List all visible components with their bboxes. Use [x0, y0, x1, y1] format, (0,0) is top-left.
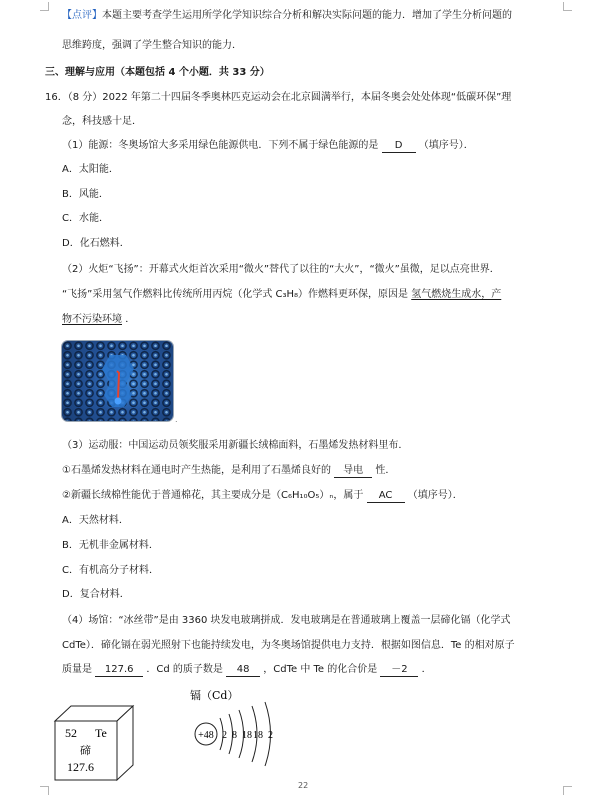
- part3-option-b: B．无机非金属材料．: [62, 540, 159, 551]
- te-valence-answer: －2: [380, 664, 418, 677]
- te-atomic-mass: 127.6: [67, 760, 94, 774]
- shell-count-5: 2: [268, 730, 273, 741]
- part1-option-c: C．水能．: [62, 213, 109, 224]
- q16-part4-line1: （4）场馆：“冰丝带”是由 3360 块发电玻璃拼成．发电玻璃是在普通玻璃上覆盖一层碲化镉（化学式: [62, 615, 511, 626]
- cd-nucleus-charge: +48: [198, 730, 214, 741]
- part2-answer-2: 物不污染环境: [62, 314, 122, 325]
- part1-prefix: （1）能源：冬奥场馆大多采用绿色能源供电．下列不属于绿色能源的是: [62, 140, 379, 151]
- q16-part3-intro: （3）运动服：中国运动员领奖服采用新疆长绒棉面料，石墨烯发热材料里布．: [62, 440, 409, 451]
- part1-answer: D: [382, 140, 416, 153]
- q16-part2-line3: [62, 314, 135, 326]
- part3-sub1-answer: 导电: [334, 465, 372, 478]
- comment-line-2: 思维跨度，强调了学生整合知识的能力．: [62, 40, 242, 51]
- q16-part2-line1: （2）火炬“飞扬”：开幕式火炬首次采用“微火”替代了以往的“大火”，“微火”虽微，足以点亮世界．: [62, 264, 500, 275]
- q16-part2-line2: [62, 289, 501, 301]
- graphene-microscope-image: [62, 341, 173, 421]
- te-name: 碲: [80, 744, 91, 757]
- part3-sub1-prefix: ①石墨烯发热材料在通电时产生热能，是利用了石墨烯良好的: [62, 465, 331, 476]
- image-anchor-mark: .: [175, 415, 178, 424]
- part4-prefix: 质量是: [62, 664, 92, 675]
- part3-sub2-answer: AC: [367, 490, 405, 503]
- comment-text-1: 本题主要考查学生运用所学化学知识综合分析和解决实际问题的能力．增加了学生分析问题的: [102, 10, 512, 21]
- part3-sub2-prefix: ②新疆长绒棉性能优于普通棉花，其主要成分是（C₆H₁₀O₅）ₙ，属于: [62, 490, 364, 501]
- part4-mid2: ，CdTe 中 Te 的化合价是: [263, 664, 378, 675]
- corner-mark-top-right: [563, 2, 572, 11]
- te-symbol: Te: [95, 726, 107, 740]
- shell-count-1: 2: [222, 730, 227, 741]
- q16-part4-line3: [62, 664, 432, 677]
- te-element-cube: [53, 703, 135, 783]
- q16-part3-sub2: [62, 490, 463, 503]
- part3-option-d: D．复合材料．: [62, 589, 130, 600]
- q16-header: 16．（8 分）2022 年第二十四届冬季奥林匹克运动会在北京圆满举行，本届冬奥会处处体现“低碳环保”理: [45, 92, 512, 103]
- section-title: 三、理解与应用（本题包括 4 个小题．共 33 分）: [45, 67, 270, 78]
- part1-option-d: D．化石燃料．: [62, 238, 130, 249]
- part3-sub1-suffix: 性．: [375, 465, 396, 476]
- part3-option-c: C．有机高分子材料．: [62, 565, 159, 576]
- q16-header-cont: 念，科技感十足．: [62, 116, 142, 127]
- q16-part1-question: [62, 140, 474, 153]
- part1-suffix: （填序号）．: [418, 140, 474, 151]
- part4-mid1: ．Cd 的质子数是: [146, 664, 223, 675]
- cd-atomic-structure: [186, 685, 298, 777]
- cd-proton-answer: 48: [226, 664, 260, 677]
- corner-mark-top-left: [40, 2, 49, 11]
- comment-tag: 【点评】: [62, 10, 102, 21]
- comment-line-1: [62, 10, 512, 22]
- q16-part4-line2: CdTe）．碲化镉在弱光照射下也能持续发电，为冬奥场馆提供电力支持．根据如图信息．Te 的相对原子: [62, 640, 515, 651]
- cd-label: 镉（Cd）: [190, 689, 239, 702]
- part3-option-a: A．天然材料．: [62, 515, 129, 526]
- part2-prefix: “飞扬”采用氢气作燃料比传统所用丙烷（化学式 C₃H₈）作燃料更环保，原因是: [62, 289, 409, 300]
- part2-suffix: ．: [125, 314, 136, 325]
- q16-part3-sub1: [62, 465, 395, 478]
- part2-answer-1: 氢气燃烧生成水，产: [411, 289, 502, 300]
- shell-count-3: 18: [242, 730, 252, 741]
- part1-option-b: B．风能．: [62, 189, 109, 200]
- shell-count-4: 18: [253, 730, 263, 741]
- te-atomic-number: 52: [65, 726, 77, 740]
- page-number: 22: [298, 781, 309, 790]
- shell-count-2: 8: [232, 730, 237, 741]
- part4-suffix: ．: [421, 664, 432, 675]
- te-mass-answer: 127.6: [95, 664, 143, 677]
- corner-mark-bottom-right: [563, 786, 572, 795]
- part3-sub2-suffix: （填序号）．: [407, 490, 463, 501]
- part1-option-a: A．太阳能．: [62, 164, 119, 175]
- corner-mark-bottom-left: [40, 786, 49, 795]
